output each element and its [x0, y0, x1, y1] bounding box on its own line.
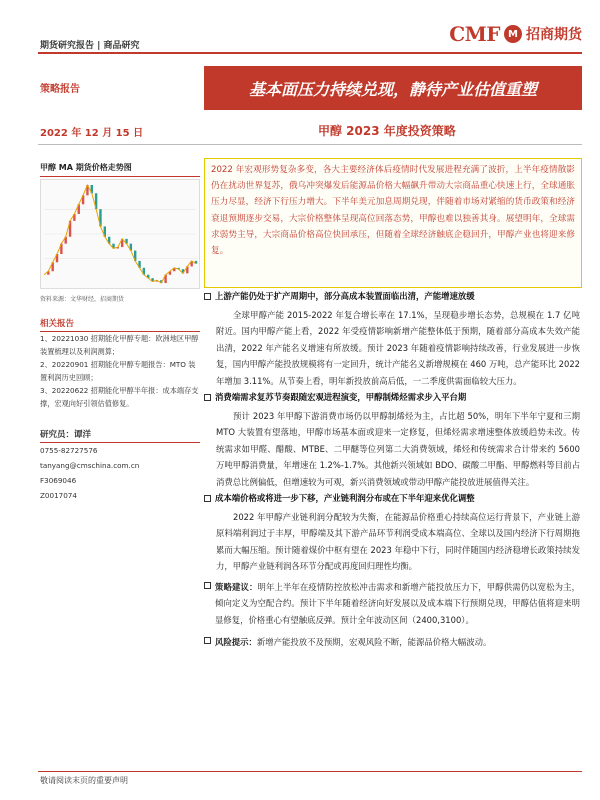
analyst-license: Z0017074: [40, 491, 77, 500]
logo-company-name: 招商期货: [526, 27, 582, 43]
risk-section: [204, 634, 580, 650]
analyst-title: 研究员：谭洋: [40, 428, 200, 443]
section-heading: [204, 391, 580, 404]
section-heading: [204, 290, 580, 303]
square-bullet-icon: [204, 394, 211, 401]
price-chart: [40, 179, 200, 289]
related-reports-title: 相关报告: [40, 317, 200, 332]
report-title: 甲醇 2023 年度投资策略: [318, 124, 456, 138]
headline-banner: 基本面压力持续兑现，静待产业估值重塑: [204, 66, 582, 110]
section-heading-text: 上游产能仍处于扩产周期中，部分高成本装置面临出清，产能增速放缓: [215, 291, 475, 301]
square-bullet-icon: [204, 495, 211, 502]
report-category: 期货研究报告 | 商品研究: [40, 41, 140, 51]
footer-disclaimer: 敬请阅读末页的重要声明: [40, 776, 128, 785]
chart-title: 甲醇 MA 期货价格走势图: [40, 162, 200, 177]
summary-box: 2022 年宏观形势复杂多变，各大主要经济体后疫情时代发展进程充满了波折，上半年疫情散影仍在扰动世界复苏，俄乌冲突爆发后能源品价格大幅飙升带动大宗商品重心快速上行，全球通胀压力尽显，经济下行压力增大。下半年美元加息周期兑现，伴随着市场对紧缩的货币政策和经济衰退预期逐步交易，大宗价格整体呈现高位回落态势，甲醇也难以独善其身。展望明年，全球需求弱势主导，大宗商品价格高位快回承压，但随着全球经济触底企稳回升，甲醇产业也将迎来修复。: [204, 158, 582, 288]
section-heading-text: 消费端需求复苏节奏跟随宏观进程演变，甲醇制烯烃需求步入平台期: [215, 392, 467, 403]
analyst-phone: 0755-82727576: [40, 446, 98, 455]
related-report-item[interactable]: 2、20220901 招期能化甲醇专题报告：MTO 装置利润历史回顾；: [40, 360, 196, 382]
company-logo: [449, 22, 582, 46]
analyst-license: F3069046: [40, 476, 77, 485]
header-divider: [38, 52, 582, 54]
related-report-item[interactable]: 3、20220622 招期能化甲醇半年报：成本端存支撑，宏观向好引领估值修复。: [40, 386, 199, 408]
report-date: 2022 年 12 月 15 日: [40, 128, 144, 139]
strategy-section: [204, 579, 580, 628]
logo-cmf-text: CMF: [449, 22, 500, 46]
risk-text: 新增产能投放不及预期，宏观风险不断，能源品价格大幅波动。: [256, 636, 492, 647]
main-body: [204, 290, 580, 650]
related-report-item[interactable]: 1、20221030 招期能化甲醇专题：欧洲地区甲醇装置梳理以及利润测算；: [40, 334, 199, 356]
section-paragraph: 2022 年甲醇产业链利润分配较为失衡，在能源品价格重心持续高位运行背景下，产业链上游原料端利润过于丰厚，甲醇端及其下游产品环节利润受成本端高位、全球以及国内经济下行周期拖累而大幅压缩。预计随着煤价中枢有望在 2023 年稳中下行，同时伴随国内经济稳增长政策持续发力，甲醇产业链利润各环节分配或再度回归理性均衡。: [216, 512, 580, 572]
strategy-text: 明年上半年在疫情防控放松冲击需求和新增产能投放压力下，甲醇供需仍以宽松为主，倾向定义为空配合约。预计下半年随着经济向好发展以及成本端下行预期兑现，甲醇估值将迎来明显修复，价格重心有望触底反弹。预计全年波动区间（2400,3100）。: [215, 581, 581, 625]
square-bullet-icon: [204, 637, 211, 644]
risk-label: 风险提示：: [215, 636, 257, 647]
analyst-email[interactable]: tanyang@cmschina.com.cn: [40, 461, 140, 470]
section-paragraph: 预计 2023 年甲醇下游消费市场仍以甲醇制烯烃为主，占比超 50%，明年下半年宁夏和三期 MTO 大装置有望落地，甲醇市场基本面或迎来一定修复，但烯烃需求增速整体放缓趋势未改。传统需求如甲醛、醋酸、MTBE、二甲醚等位列第二大消费领域，烯烃和传统需求合计带来约 5600 万吨甲醇消费量，年增速在 1.2%-1.7%。其他新兴领域如 BDO、碳酸二甲酯、甲醇燃料等目前占消费总比例偏低，但增速较为可观，新兴消费领域或带动甲醇产能投放进展值得关注。: [216, 411, 580, 487]
logo-mark-icon: M: [504, 25, 522, 43]
section-heading-text: 成本端价格或将进一步下移，产业链利润分布或在下半年迎来优化调整: [215, 493, 475, 504]
strategy-label: 策略建议：: [215, 581, 258, 592]
report-type-label: 策略报告: [40, 84, 80, 95]
footer-divider: [38, 771, 582, 772]
sidebar: [40, 150, 200, 503]
square-bullet-icon: [204, 582, 211, 589]
section-heading: [204, 492, 580, 505]
chart-source: 资料来源：文华财经，招商期货: [40, 296, 125, 303]
square-bullet-icon: [204, 293, 211, 300]
title-divider: [38, 144, 582, 145]
section-paragraph: 全球甲醇产能 2015-2022 年复合增长率在 17.1%，呈现稳步增长态势，总规模在 1.7 亿吨附近。国内甲醇产能上看，2022 年受疫情影响新增产能整体低于预期，随着部分高成本失效产能出清，2022 年产能名义增速有所放缓。预计 2023 年随着疫情影响持续改善，行业发展进一步恢复，国内甲醇产能投放规模将有一定回升，统计产能名义新增规模在 460 万吨，总产能环比 2022 年增加 3.11%。从节奏上看，明年新投放前高后低，一二季度供需面临较大压力。: [216, 310, 580, 386]
